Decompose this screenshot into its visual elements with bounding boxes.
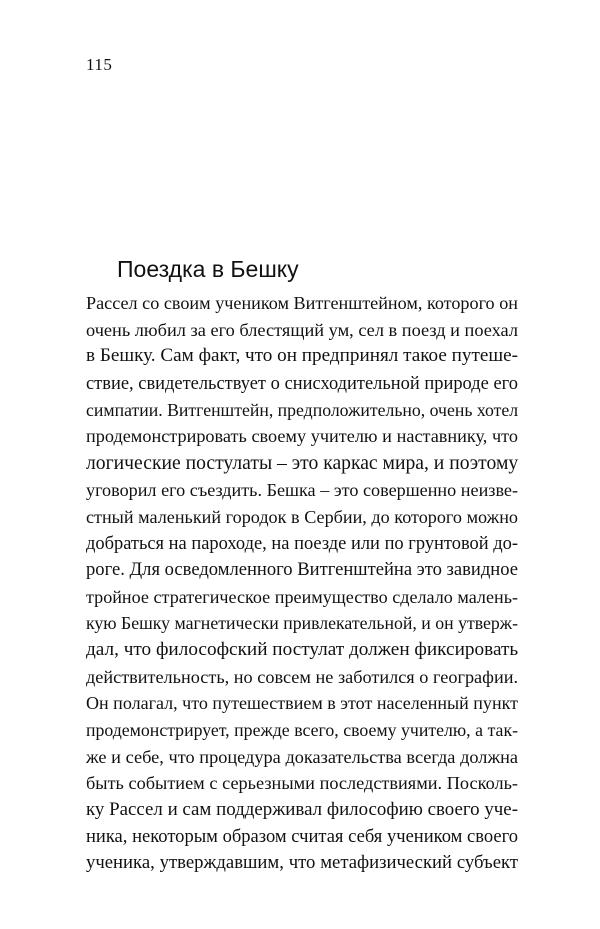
text-line: симпатии. Витгенштейн, предположительно, очень хотел <box>86 399 519 420</box>
text-line: продемонстрировать своему учителю и наставнику, что <box>86 426 518 447</box>
text-line: ствие, свидетельствует о снисходительной природе его <box>86 373 518 394</box>
text-line: Рассел со своим учеником Витгенштейном, которого он <box>86 293 518 313</box>
text-line: логические постулаты – это каркас мира, и поэтому <box>86 452 519 475</box>
text-line: стный маленький городок в Сербии, до которого можно <box>86 506 518 527</box>
text-line: дал, что философский постулат должен фиксировать <box>86 638 519 660</box>
page-number: 115 <box>86 55 113 74</box>
text-line: добраться на пароходе, на поезде или по грунтовой до- <box>86 533 518 554</box>
text-line: ученика, утверждавшим, что метафизический субъект <box>86 852 518 874</box>
text-line: действительность, но совсем не заботился о географии. <box>86 666 518 687</box>
text-line: быть событием с серьезными последствиями. Посколь- <box>86 773 518 794</box>
text-line: кую Бешку магнетически привлекательной, и он утверж- <box>86 613 518 634</box>
text-line: роге. Для осведомленного Витгенштейна это завидное <box>86 558 518 580</box>
text-line: в Бешку. Сам факт, что он предпринял такое путеше- <box>86 345 518 367</box>
chapter-title: Поездка в Бешку <box>117 256 299 282</box>
text-line: тройное стратегическое преимущество сделало малень- <box>86 586 518 607</box>
text-line: ника, некоторым образом считая себя учеником своего <box>86 825 518 847</box>
body-text <box>86 290 518 877</box>
text-line: Он полагал, что путешествием в этот населенный пункт <box>86 693 519 714</box>
text-line: уговорил его съездить. Бешка – это совершенно неизве- <box>86 479 518 500</box>
text-line: очень любил за его блестящий ум, сел в поезд и поехал <box>86 319 518 340</box>
text-line: ку Рассел и сам поддерживал философию своего уче- <box>86 799 518 821</box>
text-line: продемонстрирует, прежде всего, своему учителю, а так- <box>86 720 518 740</box>
text-line: же и себе, что процедура доказательства всегда должна <box>86 746 518 767</box>
